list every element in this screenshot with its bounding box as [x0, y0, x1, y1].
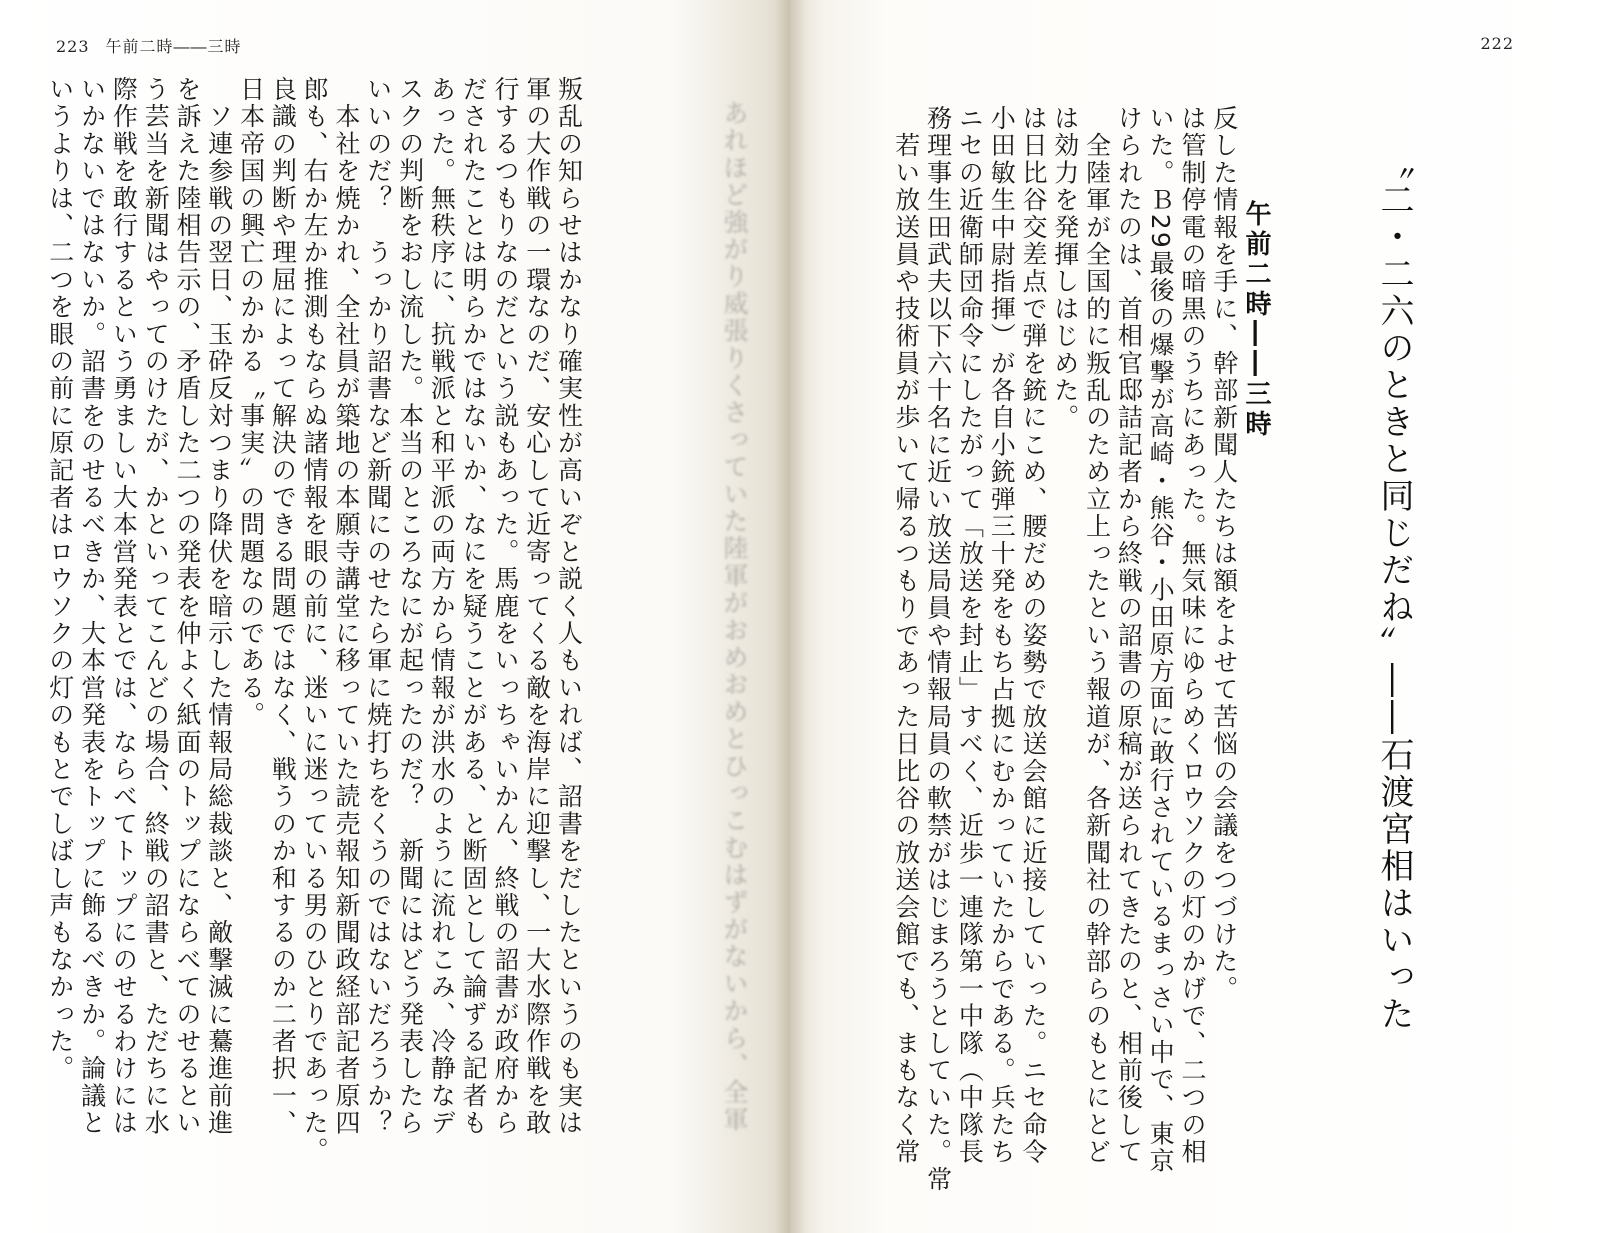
subsection-title: 午前二時――三時 — [1241, 200, 1271, 440]
left-column: 軍の大作戦の一環なのだ、安心して近寄ってくる敵を海岸に迎撃し、一大水際作戦を敢 — [522, 76, 552, 1137]
left-column: 本社を焼かれ、全社員が築地の本願寺講堂に移っていた読売報知新聞政経部記者原四 — [331, 76, 361, 1137]
left-column: 叛乱の知らせはかなり確実性が高いぞと説く人もいれば、詔書をだしたというのも実は — [554, 76, 584, 1137]
left-column: 良識の判断や理屈によって解決のできる問題ではなく、戦うのか和するのか二者択一、 — [268, 76, 298, 1137]
left-column: いいのだ？ うっかり詔書など新聞にのせたら軍に焼打ちをくうのではないだろうか？ — [363, 76, 393, 1137]
left-page-number: 223 — [56, 37, 90, 56]
left-column: 行するつもりなのだという説もあった。馬鹿をいっちゃいかん、終戦の詔書が政府から — [490, 76, 520, 1137]
right-column: けられたのは、首相官邸詰記者から終戦の詔書の原稿が送られてきたのと、相前後して — [1114, 105, 1144, 1166]
left-column: を訴えた陸相告示の、矛盾した二つの発表を仲よく紙面のトップにならべてのせるとい — [172, 76, 202, 1137]
left-running-head — [56, 34, 242, 57]
left-column: いうよりは、二つを眼の前に原記者はロウソクの灯のもとでしばし声もなかった。 — [45, 76, 75, 1083]
left-column: いかないではないか。詔書をのせるべきか、大本営発表をトップに飾るべきか。論議と — [77, 76, 107, 1137]
left-running-title: 午前二時――三時 — [105, 37, 242, 56]
left-column: ソ連参戦の翌日、玉砕反対つまり降伏を暗示した情報局総裁談と、敵撃滅に驀進前進 — [204, 76, 234, 1137]
right-column: は日比谷交差点で弾を銃にこめ、腰だめの姿勢で放送会館に近接していった。ニセ命令 — [1018, 105, 1048, 1166]
right-column: 務理事生田武夫以下六十名に近い放送局員や情報局員の軟禁がはじまろうとしていた。常 — [923, 105, 953, 1193]
right-column: 反した情報を手に、幹部新聞人たちは額をよせて苦悩の会議をつづけた。 — [1209, 105, 1239, 1003]
right-column: いた。Ｂ29最後の爆撃が高崎・熊谷・小田原方面に敢行されているまっさい中で、東京 — [1146, 105, 1176, 1175]
right-column: 全陸軍が全国的に叛乱のため立上ったという報道が、各新聞社の幹部らのもとにとど — [1082, 105, 1112, 1166]
right-column: は管制停電の暗黒のうちにあった。無気味にゆらめくロウソクの灯のかげで、二つの相 — [1177, 105, 1207, 1166]
right-page-number: 222 — [1480, 34, 1514, 53]
bleed-through-text: あれほど強がり威張りくさっていた陸軍がおめおめとひっこむはずがないから、全軍 — [720, 100, 749, 1134]
left-column: あった。無秩序に、抗戦派と和平派の両方から情報が洪水のように流れこみ、冷静なデ — [427, 76, 457, 1137]
right-column: ニセの近衛師団命令にしたがって「放送を封止」すべく、近歩一連隊第一中隊（中隊長 — [955, 105, 985, 1166]
right-column: 小田敏生中尉指揮）が各自小銃弾三十発をもち占拠にむかっていたからである。兵たち — [987, 105, 1017, 1166]
left-column: スクの判断をおし流した。本当のところなにが起ったのだ？ 新聞にはどう発表したら — [395, 76, 425, 1137]
book-gutter — [776, 0, 806, 1233]
left-column: 際作戦を敢行するという勇ましい大本営発表とでは、ならべてトップにのせるわけには — [109, 76, 139, 1137]
right-column: 若い放送員や技術員が歩いて帰るつもりであった日比谷の放送会館でも、まもなく常 — [891, 105, 921, 1166]
section-title: 〝二・二六のときと同じだね〟――石渡宮相はいった — [1374, 145, 1414, 1033]
left-column: だされたことは明らかではないか、なにを疑うことがある、と断固として論ずる記者も — [459, 76, 489, 1137]
right-column: は効力を発揮しはじめた。 — [1050, 105, 1080, 432]
left-body-text — [44, 76, 585, 1164]
left-column: 日本帝国の興亡のかかる〝事実〟の問題なのである。 — [236, 76, 266, 729]
left-column: う芸当を新聞はやってのけたが、かといってこんどの場合、終戦の詔書と、ただちに水 — [141, 76, 171, 1137]
right-body-text — [890, 105, 1240, 1193]
left-page — [0, 0, 790, 1233]
left-column: 郎も、右か左か推測もならぬ諸情報を眼の前に、迷いに迷っている男のひとりであった。 — [300, 76, 330, 1164]
